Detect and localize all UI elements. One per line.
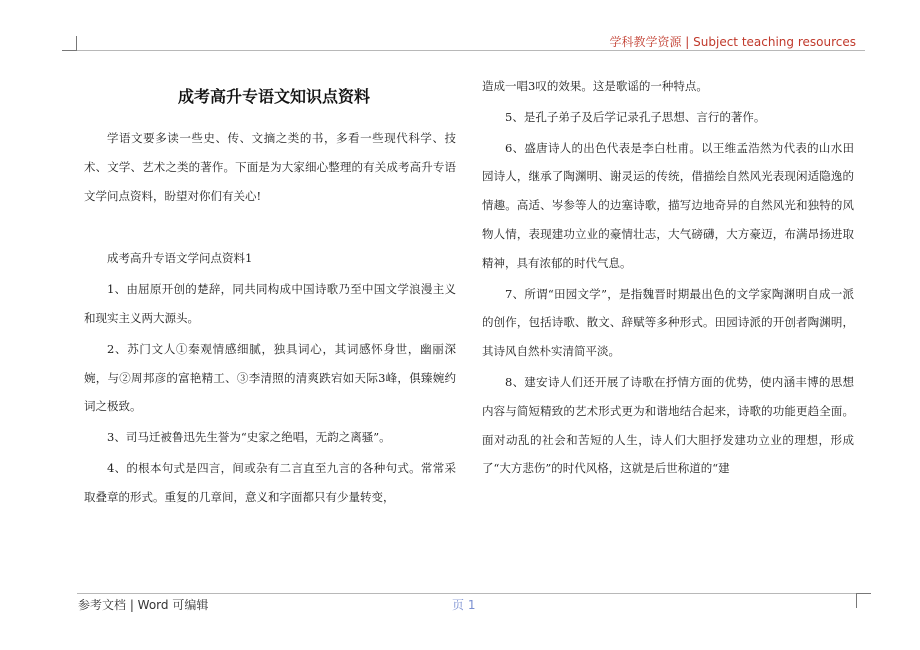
list-item-1: 1、由屈原开创的楚辞，同共同构成中国诗歌乃至中国文学浪漫主义和现实主义两大源头。 bbox=[84, 282, 456, 325]
list-item-7: 7、所谓“田园文学”，是指魏晋时期最出色的文学家陶渊明自成一派的创作，包括诗歌、散文、辞赋等多种形式。田园诗派的开创者陶渊明，其诗风自然朴实清简平淡。 bbox=[482, 286, 854, 359]
footer-rule bbox=[77, 593, 865, 594]
section-heading: 成考高升专语文学问点资料1 bbox=[107, 251, 253, 266]
footer-label: 参考文档 | Word 可编辑 bbox=[78, 598, 209, 612]
list-item-4: 4、的根本句式是四言，间或杂有二言直至九言的各种句式。常常采取叠章的形式。重复的几章间，意义和字面都只有少量转变， bbox=[84, 460, 456, 504]
header-brand: 学科教学资源 | Subject teaching resources bbox=[609, 35, 856, 49]
crop-mark-top-left bbox=[62, 36, 77, 51]
list-item-6: 6、盛唐诗人的出色代表是李白杜甫。以王维孟浩然为代表的山水田园诗人，继承了陶渊明、谢灵运的传统，借描绘自然风光表现闲适隐逸的情趣。高适、岑参等人的边塞诗歌，描写边地奇异的自然风光和独特的风物人情，表现建功立业的豪情壮志，大气磅礴，大方豪迈，布满昂扬进取精神，具有浓郁的时代气息。 bbox=[482, 140, 854, 270]
list-item-8: 8、建安诗人们还开展了诗歌在抒情方面的优势，使内涵丰博的思想内容与简短精致的艺术形式更为和谐地结合起来，诗歌的功能更趋全面。面对动乱的社会和苦短的人生，诗人们大胆抒发建功立业的理想，形成了“大方悲伤”的时代风格，这就是后世称道的“建 bbox=[482, 374, 854, 476]
document-title: 成考高升专语文知识点资料 bbox=[177, 87, 370, 106]
list-item-4-continued: 造成一唱3叹的效果。这是歌谣的一种特点。 bbox=[482, 79, 708, 93]
list-item-5: 5、是孔子弟子及后学记录孔子思想、言行的著作。 bbox=[505, 109, 766, 124]
paragraph-gap bbox=[84, 210, 456, 244]
header-rule bbox=[77, 50, 865, 51]
page-number: 页 1 bbox=[452, 598, 476, 612]
list-item-3: 3、司马迁被鲁迅先生誉为“史家之绝唱，无韵之离骚”。 bbox=[107, 430, 391, 445]
list-item-2: 2、苏门文人①秦观情感细腻，独具词心，其词感怀身世，幽丽深婉，与②周邦彦的富艳精工、③李清照的清爽跌宕如天际3峰，俱臻婉约词之极致。 bbox=[84, 341, 456, 414]
left-column bbox=[84, 80, 456, 512]
right-column bbox=[482, 72, 854, 483]
intro-paragraph: 学语文要多读一些史、传、文摘之类的书，多看一些现代科学、技术、文学、艺术之类的著作。下面是为大家细心整理的有关成考高升专语文学问点资料，盼望对你们有关心! bbox=[84, 131, 456, 203]
crop-mark-bottom-right bbox=[856, 593, 871, 608]
